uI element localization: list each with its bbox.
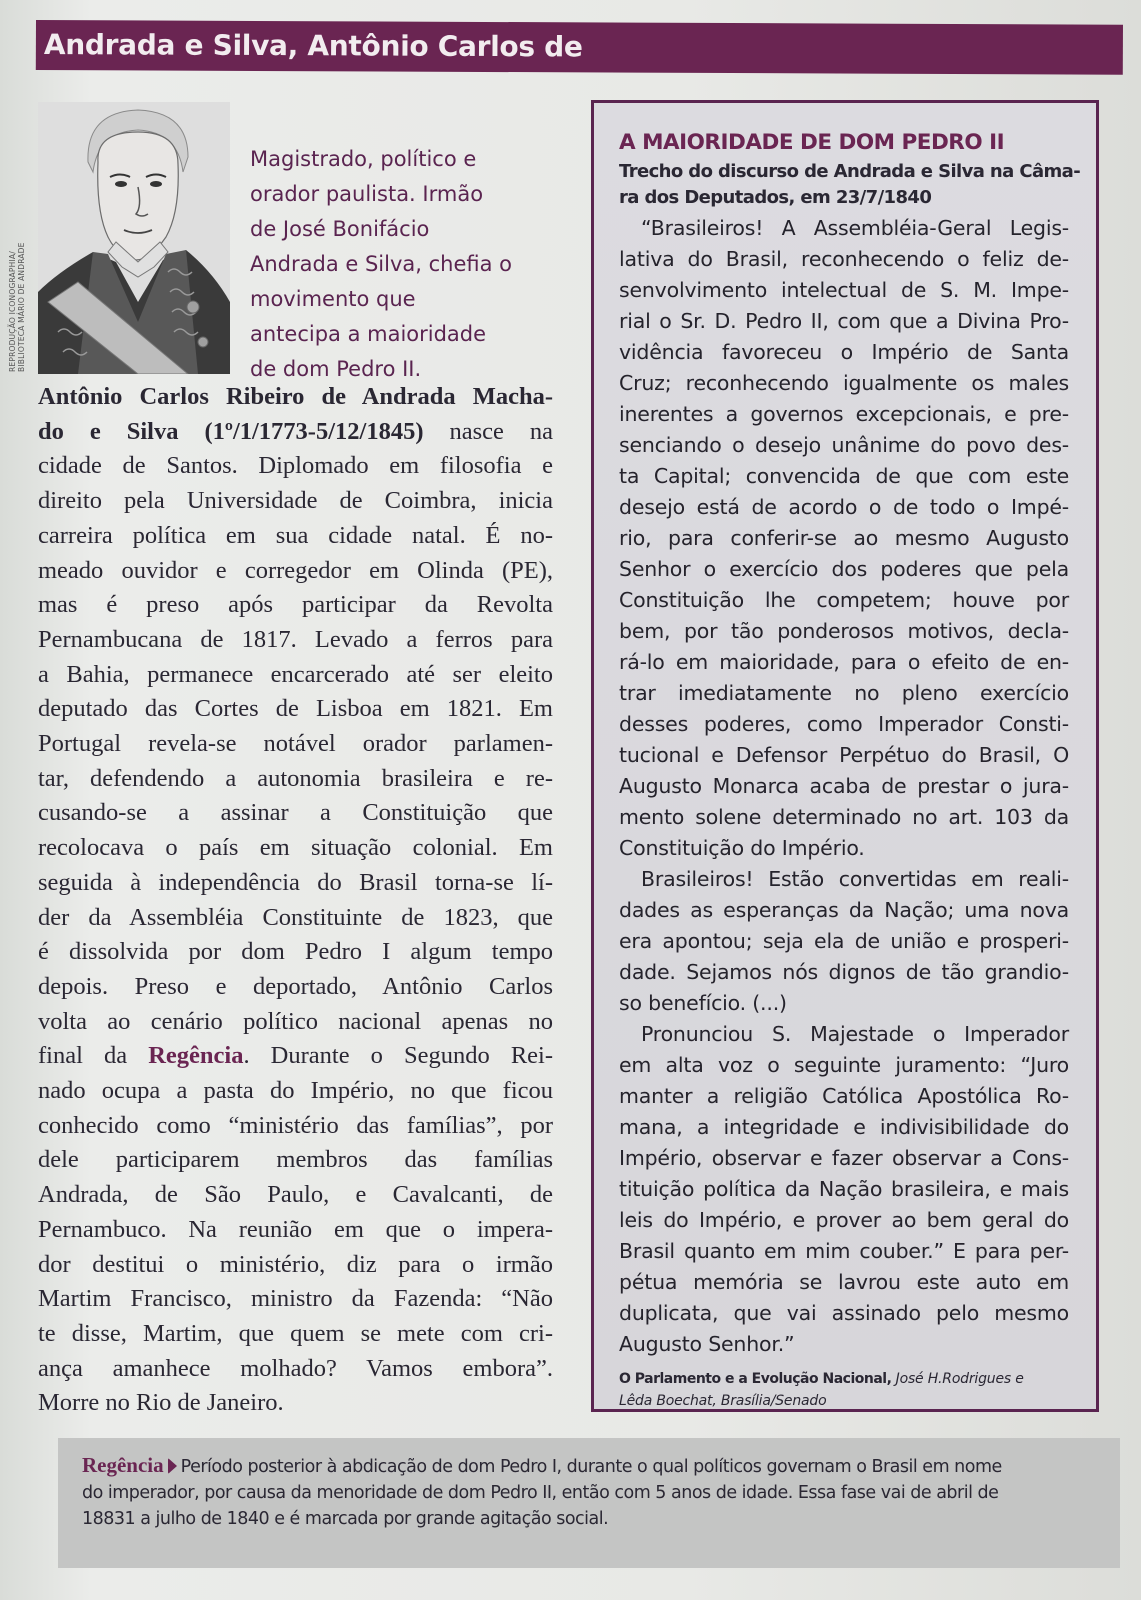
bio-line: cidade de Santos. Diplomado em filosofia e	[38, 452, 553, 480]
quote-line: dade. Sejamos nós dignos de tão grandio-	[619, 960, 1069, 984]
caption-line: Andrada e Silva, chefia o	[250, 252, 513, 276]
quote-line: vidência favoreceu o Império de Santa	[619, 340, 1069, 364]
entry-title-bar	[36, 20, 1123, 75]
entry-title: Andrada e Silva, Antônio Carlos de	[43, 28, 583, 64]
quote-line: desses poderes, como Imperador Consti-	[619, 712, 1069, 736]
bio-name-dates: do e Silva (1º/1/1773-5/12/1845)	[38, 417, 424, 445]
bio-line: é dissolvida por dom Pedro I algum tempo	[38, 938, 553, 966]
caption-line: de dom Pedro II.	[250, 357, 422, 381]
bio-line: meado ouvidor e corregedor em Olinda (PE),	[38, 556, 553, 584]
quote-line: inerentes a governos excepcionais, e pre-	[619, 402, 1069, 426]
quote-line: rio, para conferir-se ao mesmo Augusto	[619, 526, 1069, 550]
bio-line	[38, 415, 553, 450]
quote-line: pétua memória se lavrou este auto em	[619, 1270, 1069, 1294]
bio-line: ança amanhece molhado? Vamos embora”.	[38, 1354, 553, 1382]
quote-line: tucional e Defensor Perpétuo do Brasil, O	[619, 743, 1069, 767]
caption-line: movimento que	[250, 287, 416, 311]
bio-line: Pernambucana de 1817. Levado a ferros para	[38, 625, 553, 653]
bio-line	[38, 1039, 553, 1074]
bio-line: dele participarem membros das famílias	[38, 1146, 553, 1174]
quote-line: manter a religião Católica Apostólica Ro-	[619, 1084, 1069, 1108]
quote-line: Cruz; reconhecendo igualmente os males	[619, 371, 1069, 395]
bio-text: . Durante o Segundo Rei-	[243, 1042, 553, 1070]
quote-line: senvolvimento intelectual de S. M. Impe-	[619, 278, 1069, 302]
quote-line: tituição política da Nação brasileira, e mais	[619, 1177, 1069, 1201]
biography-text	[38, 380, 553, 1421]
bio-line: conhecido como “ministério das famílias”, por	[38, 1111, 553, 1139]
quote-line: ta Capital; convencida de que com este	[619, 464, 1069, 488]
portrait-illustration	[38, 102, 230, 374]
box-title: A MAIORIDADE DE DOM PEDRO II	[619, 130, 1005, 155]
bio-text: nasce na	[423, 417, 553, 445]
portrait-image	[38, 102, 230, 374]
bio-line: te disse, Martim, que quem se mete com cri-	[38, 1319, 553, 1347]
caption-line: antecipa a maioridade	[250, 322, 487, 346]
source-authors: José H.Rodrigues e	[891, 1371, 1024, 1387]
bio-text: final da	[38, 1042, 149, 1070]
bio-line: Portugal revela-se notável orador parlamen-	[38, 730, 553, 758]
quote-line: senciando o desejo unânime do povo des-	[619, 433, 1069, 457]
glossary-box	[58, 1438, 1120, 1568]
quote-line: em alta voz o seguinte juramento: “Juro	[619, 1053, 1069, 1077]
caption-line: Magistrado, político e	[250, 147, 477, 171]
quote-line: Senhor o exercício dos poderes que pela	[619, 557, 1069, 581]
quote-line: trar imediatamente no pleno exercício	[619, 681, 1069, 705]
caption-line: orador paulista. Irmão	[250, 182, 484, 206]
bio-line: Morre no Rio de Janeiro.	[38, 1389, 284, 1417]
quote-line: Brasil quanto em mim couber.” E para per-	[619, 1239, 1069, 1263]
bio-line: tar, defendendo a autonomia brasileira e re-	[38, 764, 553, 792]
box-subtitle-line: ra dos Deputados, em 23/7/1840	[619, 187, 932, 208]
glossary-term: Regência	[82, 1453, 164, 1477]
source-title: O Parlamento e a Evolução Nacional,	[619, 1371, 892, 1387]
bio-line: a Bahia, permanece encarcerado até ser eleito	[38, 660, 553, 688]
bio-line: carreira política em sua cidade natal. É no-	[38, 521, 553, 549]
bio-line: direito pela Universidade de Coimbra, inicia	[38, 487, 553, 515]
glossary-term-link[interactable]: Regência	[148, 1042, 244, 1070]
quote-line: Império, observar e fazer observar a Cons-	[619, 1146, 1069, 1170]
quote-line: Augusto Monarca acaba de prestar o jura-	[619, 774, 1069, 798]
quote-line: Constituição lhe competem; houve por	[619, 588, 1069, 612]
photo-credit-line: BIBLIOTECA MÁRIO DE ANDRADE	[17, 242, 26, 372]
quote-line: Pronunciou S. Majestade o Imperador	[641, 1022, 1069, 1046]
bio-line: recolocava o país em situação colonial. Em	[38, 834, 553, 862]
bio-line: Pernambuco. Na reunião em que o impera-	[38, 1215, 553, 1243]
quote-line: lativa do Brasil, reconhecendo o feliz de-	[619, 247, 1069, 271]
bio-line: deputado das Cortes de Lisboa em 1821. Em	[38, 695, 553, 723]
box-subtitle-line: Trecho do discurso de Andrada e Silva na Câma-	[619, 161, 1081, 182]
bio-name: Antônio Carlos Ribeiro de Andrada Macha-	[38, 383, 553, 410]
quote-line: leis do Império, e prover ao bem geral do	[619, 1208, 1069, 1232]
glossary-definition: Período posterior à abdicação de dom Pedro I, durante o qual políticos governam o Brasil em nome	[180, 1457, 1002, 1477]
bio-line: nado ocupa a pasta do Império, no que ficou	[38, 1077, 553, 1105]
quote-line: bem, por tão ponderosos motivos, decla-	[619, 619, 1069, 643]
arrow-right-icon	[168, 1458, 177, 1474]
bio-line: cusando-se a assinar a Constituição que	[38, 799, 553, 827]
quote-line: rial o Sr. D. Pedro II, com que a Divina Pro-	[619, 309, 1069, 333]
speech-quote	[619, 213, 1069, 1360]
bio-line: mas é preso após participar da Revolta	[38, 591, 553, 619]
bio-line: depois. Preso e deportado, Antônio Carlos	[38, 972, 553, 1000]
quote-line: era apontou; seja ela de união e prosperi-	[619, 929, 1069, 953]
quote-line: so benefício. (...)	[619, 991, 787, 1015]
quote-line: duplicata, que vai assinado pelo mesmo	[619, 1301, 1069, 1325]
quote-line: Brasileiros! Estão convertidas em reali-	[641, 867, 1069, 891]
quote-line: rá-lo em maioridade, para o efeito de en-	[619, 650, 1069, 674]
bio-line	[38, 380, 553, 415]
caption-line: de José Bonifácio	[250, 217, 430, 241]
portrait-caption	[250, 142, 550, 387]
glossary-definition: do imperador, por causa da menoridade de dom Pedro II, então com 5 anos de idade. Essa fase vai de abril de	[82, 1483, 999, 1503]
bio-line: dor destitui o ministério, diz para o irmão	[38, 1250, 553, 1278]
glossary-definition: 18831 a julho de 1840 e é marcada por grande agitação social.	[82, 1509, 609, 1529]
quote-line: Augusto Senhor.”	[619, 1332, 795, 1356]
bio-line: der da Assembléia Constituinte de 1823, que	[38, 903, 553, 931]
source-authors: Lêda Boechat, Brasília/Senado	[619, 1393, 827, 1409]
source-citation	[619, 1368, 1069, 1412]
photo-credit	[8, 242, 26, 372]
bio-line: Martim Francisco, ministro da Fazenda: “Não	[38, 1285, 553, 1313]
photo-credit-line: REPRODUÇÃO ICONOGRAPHIA/	[8, 251, 17, 372]
bio-line: volta ao cenário político nacional apenas no	[38, 1007, 553, 1035]
speech-excerpt-box	[591, 100, 1099, 1412]
quote-line: dades as esperanças da Nação; uma nova	[619, 898, 1069, 922]
quote-line: mento solene determinado no art. 103 da	[619, 805, 1069, 829]
quote-line: desejo está de acordo o de todo o Impé-	[619, 495, 1069, 519]
quote-line: “Brasileiros! A Assembléia-Geral Legis-	[641, 216, 1069, 240]
quote-line: Constituição do Império.	[619, 836, 865, 860]
quote-line: mana, a integridade e indivisibilidade do	[619, 1115, 1069, 1139]
bio-line: Andrada, de São Paulo, e Cavalcanti, de	[38, 1181, 553, 1209]
glossary-line	[82, 1452, 1002, 1480]
bio-line: seguida à independência do Brasil torna-se lí-	[38, 868, 553, 896]
